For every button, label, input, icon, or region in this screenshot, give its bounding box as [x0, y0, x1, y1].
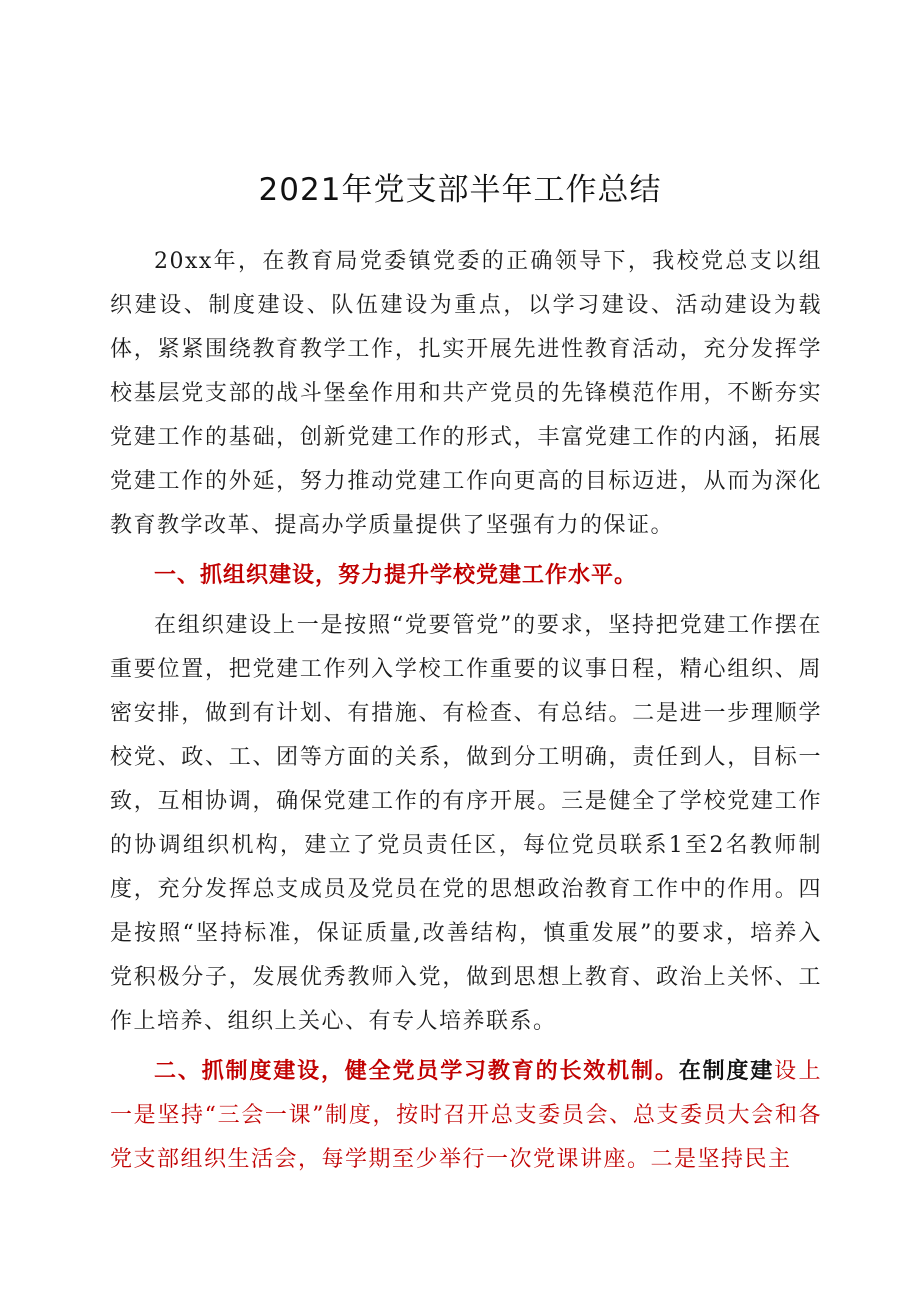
- section-1-paragraph: 在组织建设上一是按照“党要管党”的要求，坚持把党建工作摆在重要位置，把党建工作列入学校工作重要的议事日程，精心组织、周密安排，做到有计划、有措施、有检查、有总结。二是进一步理顺学校党、政、工、团等方面的关系，做到分工明确，责任到人，目标一致，互相协调，确保党建工作的有序开展。三是健全了学校党建工作的协调组织机构，建立了党员责任区，每位党员联系1至2名教师制度，充分发挥总支成员及党员在党的思想政治教育工作中的作用。四是按照“坚持标准，保证质量,改善结构，慎重发展”的要求，培养入党积极分子，发展优秀教师入党，做到思想上教育、政治上关怀、工作上培养、组织上关心、有专人培养联系。: [110, 613, 822, 1034]
- section-heading-1: 一、抓组织建设，努力提升学校党建工作水平。: [154, 563, 638, 588]
- document-body: [110, 240, 822, 1182]
- section-2-body-text: 设上一是坚持“三会一课”制度，按时召开总支委员会、总支委员大会和各党支部组织生活会，每学期至少举行一次党课讲座。二是坚持民主: [110, 1059, 822, 1172]
- section-2-paragraph: [110, 1050, 822, 1182]
- intro-paragraph: 20xx年，在教育局党委镇党委的正确领导下，我校党总支以组织建设、制度建设、队伍建设为重点，以学习建设、活动建设为载体，紧紧围绕教育教学工作，扎实开展先进性教育活动，充分发挥学校基层党支部的战斗堡垒作用和共产党员的先锋模范作用，不断夯实党建工作的基础，创新党建工作的形式，丰富党建工作的内涵，拓展党建工作的外延，努力推动党建工作向更高的目标迈进，从而为深化教育教学改革、提高办学质量提供了坚强有力的保证。: [110, 249, 822, 538]
- document-title: 2021年党支部半年工作总结: [258, 172, 662, 208]
- section-heading-2: 二、抓制度建设，健全党员学习教育的长效机制。: [154, 1059, 679, 1084]
- section-2-lead-text: 在制度建: [678, 1059, 775, 1084]
